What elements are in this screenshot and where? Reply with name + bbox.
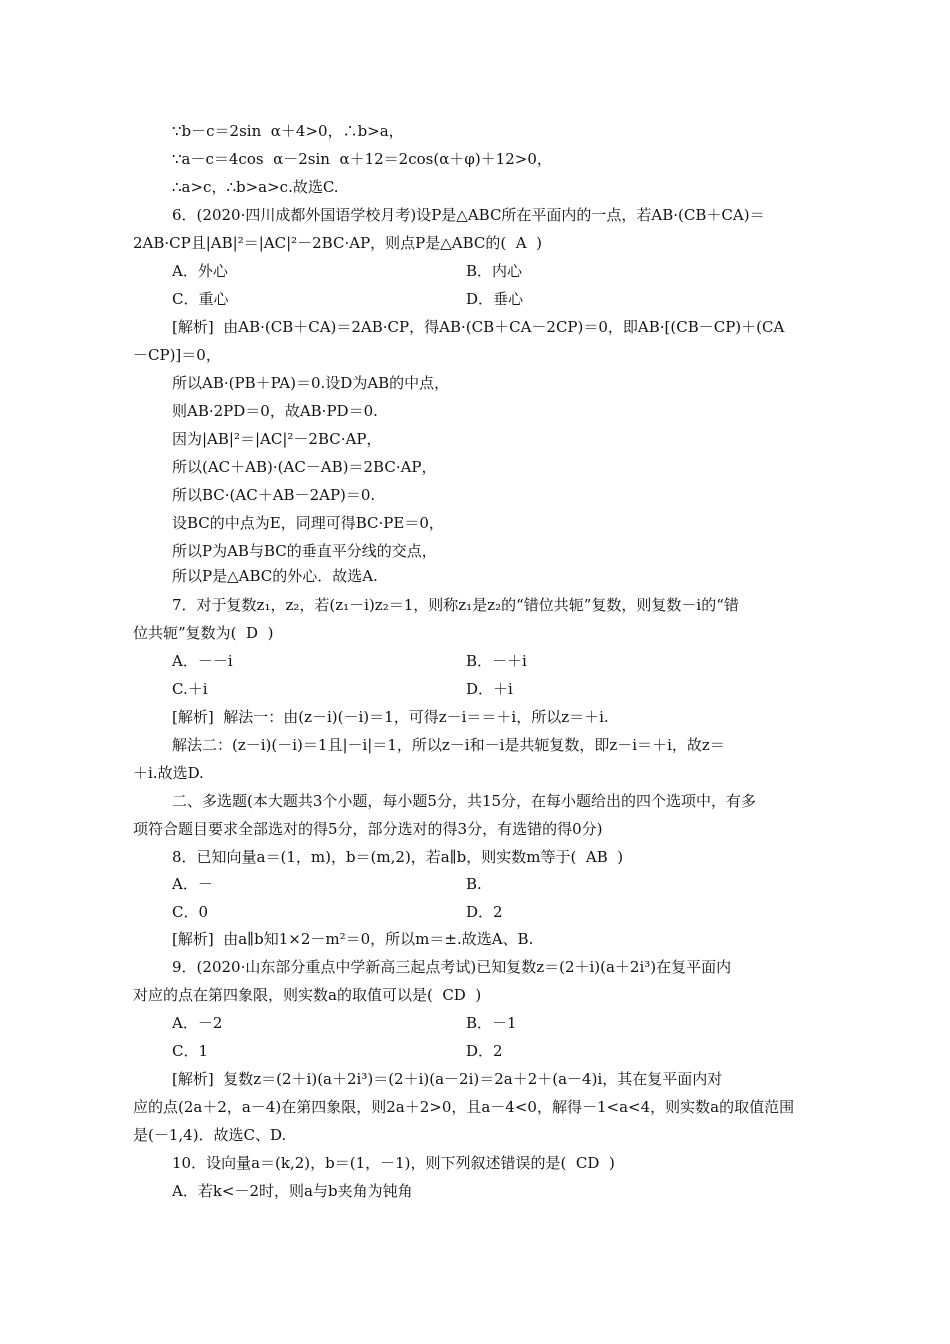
text-line: C．重心 — [172, 290, 229, 308]
text-line: D．＋i — [466, 680, 513, 698]
text-line: D．2 — [466, 1042, 503, 1060]
text-line: C．0 — [172, 903, 209, 921]
text-line: 对应的点在第四象限，则实数a的取值可以是( CD ) — [133, 986, 482, 1004]
text-line: 因为|AB|²＝|AC|²－2BC·AP， — [172, 430, 382, 448]
text-line: 解法二：(z－i)(－i)＝1且|－i|＝1，所以z－i和－i是共轭复数，即z－i＝＋i，故z＝ — [172, 736, 725, 754]
text-line: 项符合题目要求全部选对的得5分，部分选对的得3分，有选错的得0分) — [133, 820, 603, 838]
text-line: B. — [466, 875, 482, 893]
text-line: 应的点(2a＋2，a－4)在第四象限，则2a＋2>0，且a－4<0，解得－1<a<4，则实数a的取值范围 — [133, 1098, 795, 1116]
text-line: ＋i.故选D. — [133, 764, 204, 782]
text-line: A．－2 — [172, 1014, 223, 1032]
text-line: 所以P为AB与BC的垂直平分线的交点， — [172, 542, 437, 560]
text-line: 2AB·CP且|AB|²＝|AC|²－2BC·AP，则点P是△ABC的( A ) — [133, 234, 543, 252]
text-line: 所以(AC＋AB)·(AC－AB)＝2BC·AP， — [172, 458, 437, 476]
text-line: [解析] 由a∥b知1×2－m²＝0，所以m＝±.故选A、B. — [172, 930, 534, 948]
text-line: C.＋i — [172, 680, 208, 698]
text-line: 8．已知向量a＝(1，m)，b＝(m,2)，若a∥b，则实数m等于( AB ) — [172, 848, 624, 866]
text-line: 7．对于复数z₁，z₂，若(z₁－i)z₂＝1，则称z₁是z₂的“错位共轭”复数，则复数－i的“错 — [172, 596, 739, 614]
text-line: ∵b－c＝2sin α＋4>0，∴b>a， — [172, 122, 404, 140]
text-line: 10．设向量a＝(k,2)，b＝(1，－1)，则下列叙述错误的是( CD ) — [172, 1154, 615, 1172]
text-line: B．内心 — [466, 262, 523, 280]
text-line: 所以AB·(PB＋PA)＝0.设D为AB的中点， — [172, 374, 450, 392]
text-line: 9．(2020·山东部分重点中学新高三起点考试)已知复数z＝(2＋i)(a＋2i³)在复平面内 — [172, 958, 732, 976]
text-line: ∴a>c，∴b>a>c.故选C. — [172, 178, 339, 196]
text-line: B．－1 — [466, 1014, 517, 1032]
text-line: B．－＋i — [466, 652, 527, 670]
text-line: A．若k<－2时，则a与b夹角为钝角 — [172, 1182, 413, 1200]
text-line: 6．(2020·四川成都外国语学校月考)设P是△ABC所在平面内的一点，若AB·(CB＋CA)＝ — [172, 206, 765, 224]
text-line: A．－－i — [172, 652, 233, 670]
text-line: 则AB·2PD＝0，故AB·PD＝0. — [172, 402, 378, 420]
text-line: [解析] 解法一：由(z－i)(－i)＝1，可得z－i＝＝＋i，所以z＝＋i. — [172, 708, 609, 726]
text-line: D．垂心 — [466, 290, 524, 308]
text-line: 所以BC·(AC＋AB－2AP)＝0. — [172, 486, 376, 504]
text-line: A．－ — [172, 875, 213, 893]
text-line: ∵a－c＝4cos α－2sin α＋12＝2cos(α＋φ)＋12>0， — [172, 150, 552, 168]
text-line: [解析] 由AB·(CB＋CA)＝2AB·CP，得AB·(CB＋CA－2CP)＝0，即AB·[(CB－CP)＋(CA — [172, 318, 785, 336]
text-line: A．外心 — [172, 262, 228, 280]
text-line: 是(－1,4)．故选C、D. — [133, 1126, 287, 1144]
text-line: 设BC的中点为E，同理可得BC·PE＝0， — [172, 514, 444, 532]
text-line: 位共轭”复数为( D ) — [133, 624, 274, 642]
text-line: [解析] 复数z＝(2＋i)(a＋2i³)＝(2＋i)(a－2i)＝2a＋2＋(a－4)i，其在复平面内对 — [172, 1070, 723, 1088]
text-line: C．1 — [172, 1042, 209, 1060]
text-line: 二、多选题(本大题共3个小题，每小题5分，共15分，在每小题给出的四个选项中，有多 — [172, 792, 757, 810]
text-line: 所以P是△ABC的外心．故选A. — [172, 567, 378, 585]
text-line: －CP)]＝0， — [133, 346, 221, 364]
text-line: D．2 — [466, 903, 503, 921]
